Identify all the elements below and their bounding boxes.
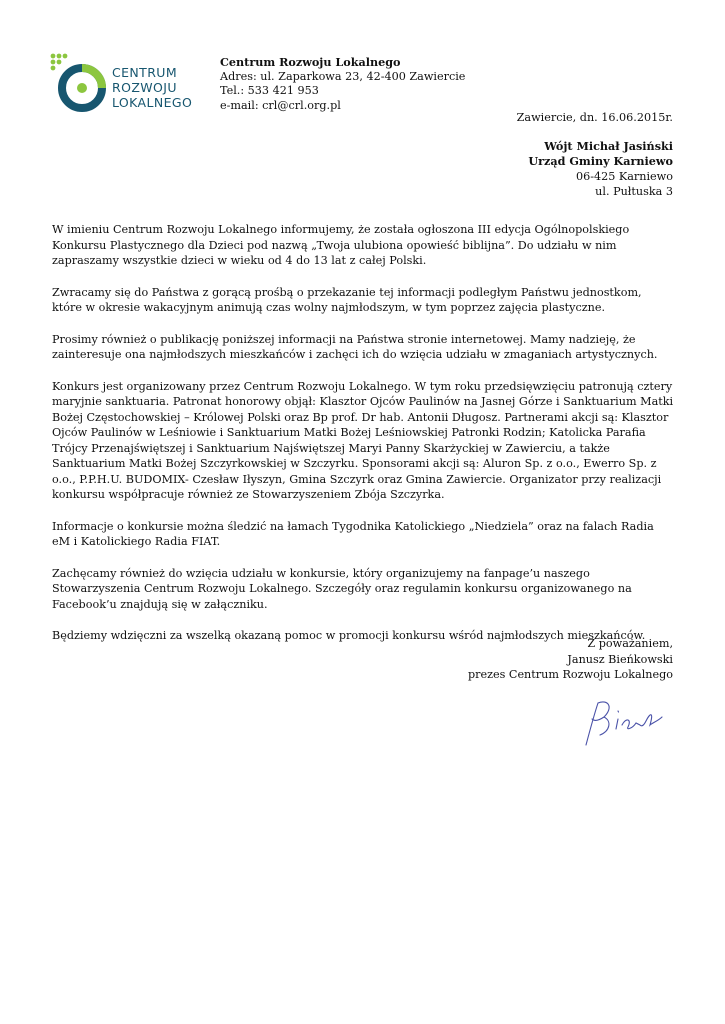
sender-block bbox=[220, 55, 465, 113]
paragraph: Zwracamy się do Państwa z gorącą prośbą o przekazanie tej informacji podległym Państwu jednostkom, które w okresie wakacyjnym animują czas wolny najmłodszym, w tym poprzez zajęcia plastyczne. bbox=[52, 285, 642, 314]
paragraph: Zachęcamy również do wzięcia udziału w konkursie, który organizujemy na fanpage’u naszego Stowarzyszenia Centrum Rozwoju Lokalnego. Szczegóły oraz regulamin konkursu organizowanego na Facebook’u znajdują się w załączniku. bbox=[52, 566, 632, 611]
logo-line-3: LOKALNEGO bbox=[112, 95, 193, 110]
signer-title: prezes Centrum Rozwoju Lokalnego bbox=[467, 668, 673, 681]
paragraph: W imieniu Centrum Rozwoju Lokalnego informujemy, że została ogłoszona III edycja Ogólnopolskiego Konkursu Plastycznego dla Dzieci pod nazwą „Twoja ulubiona opowieść biblijna”. Do udziału w nim zapraszamy wszystkie dzieci w wieku od 4 do 13 lat z całej Polski. bbox=[52, 223, 630, 267]
letter-date: Zawiercie, dn. 16.06.2015r. bbox=[516, 111, 673, 124]
closing-block bbox=[468, 636, 673, 683]
logo-wordmark bbox=[112, 65, 192, 110]
logo-line-1: CENTRUM bbox=[112, 65, 178, 80]
recipient-office: Urząd Gminy Karniewo bbox=[528, 154, 673, 168]
handwritten-signature bbox=[580, 695, 680, 750]
sender-phone: Tel.: 533 421 953 bbox=[220, 84, 319, 97]
paragraph: Prosimy również o publikację poniższej informacji na Państwa stronie internetowej. Mamy nadzieję, że zainteresuje ona najmłodszych mieszkańców i zachęci ich do wzięcia udziału w zmaganiach artystycznych. bbox=[52, 332, 658, 361]
recipient-block bbox=[528, 139, 673, 199]
sender-name: Centrum Rozwoju Lokalnego bbox=[220, 55, 401, 69]
paragraph: Konkurs jest organizowany przez Centrum Rozwoju Lokalnego. W tym roku przedsięwzięciu patronują cztery maryjnie sanktuaria. Patronat honorowy objął: Klasztor Ojców Paulinów na Jasnej Górze i Sanktuarium Matki Bożej Częstochowskiej – Królowej Polski oraz Bp prof. Dr hab. Antonii Długosz. Partnerami akcji są: Klasztor Ojców Paulinów w Leśniowie i Sanktuarium Matki Bożej Leśniowskiej Patronki Rodzin; Katolicka Parafia Trójcy Przenajświętszej i Sanktuarium Najświętszej Maryi Panny Skarżyckiej w Zawierciu, a także Sanktuarium Matki Bożej Szczyrkowskiej w Szczyrku. Sponsorami akcji są: Aluron Sp. z o.o., Ewerro Sp. z o.o., P.P.H.U. BUDOMIX- Czesław Iłyszyn, Gmina Szczyrk oraz Gmina Zawiercie. Organizator przy realizacji konkursu współpracuje również ze Stowarzyszeniem Zbója Szczyrka. bbox=[52, 379, 674, 501]
paragraph: Informacje o konkursie można śledzić na łamach Tygodnika Katolickiego „Niedziela” oraz na falach Radia eM i Katolickiego Radia FIAT. bbox=[52, 519, 654, 548]
letter-body bbox=[52, 222, 674, 660]
paragraph: Będziemy wdzięczni za wszelką okazaną pomoc w promocji konkursu wśród najmłodszych mieszkańców. bbox=[52, 629, 646, 642]
sender-address: Adres: ul. Zaparkowa 23, 42-400 Zawiercie bbox=[220, 69, 466, 83]
recipient-postal: 06-425 Karniewo bbox=[575, 170, 673, 183]
recipient-name: Wójt Michał Jasiński bbox=[544, 139, 673, 153]
sender-email: e-mail: crl@crl.org.pl bbox=[220, 98, 341, 112]
recipient-street: ul. Pułtuska 3 bbox=[595, 185, 673, 198]
closing-greeting: Z poważaniem, bbox=[587, 637, 673, 650]
logo-line-2: ROZWOJU bbox=[112, 80, 177, 95]
logo-mark-icon bbox=[50, 52, 112, 116]
signer-name: Janusz Bieńkowski bbox=[567, 652, 673, 666]
organization-logo bbox=[50, 52, 210, 116]
